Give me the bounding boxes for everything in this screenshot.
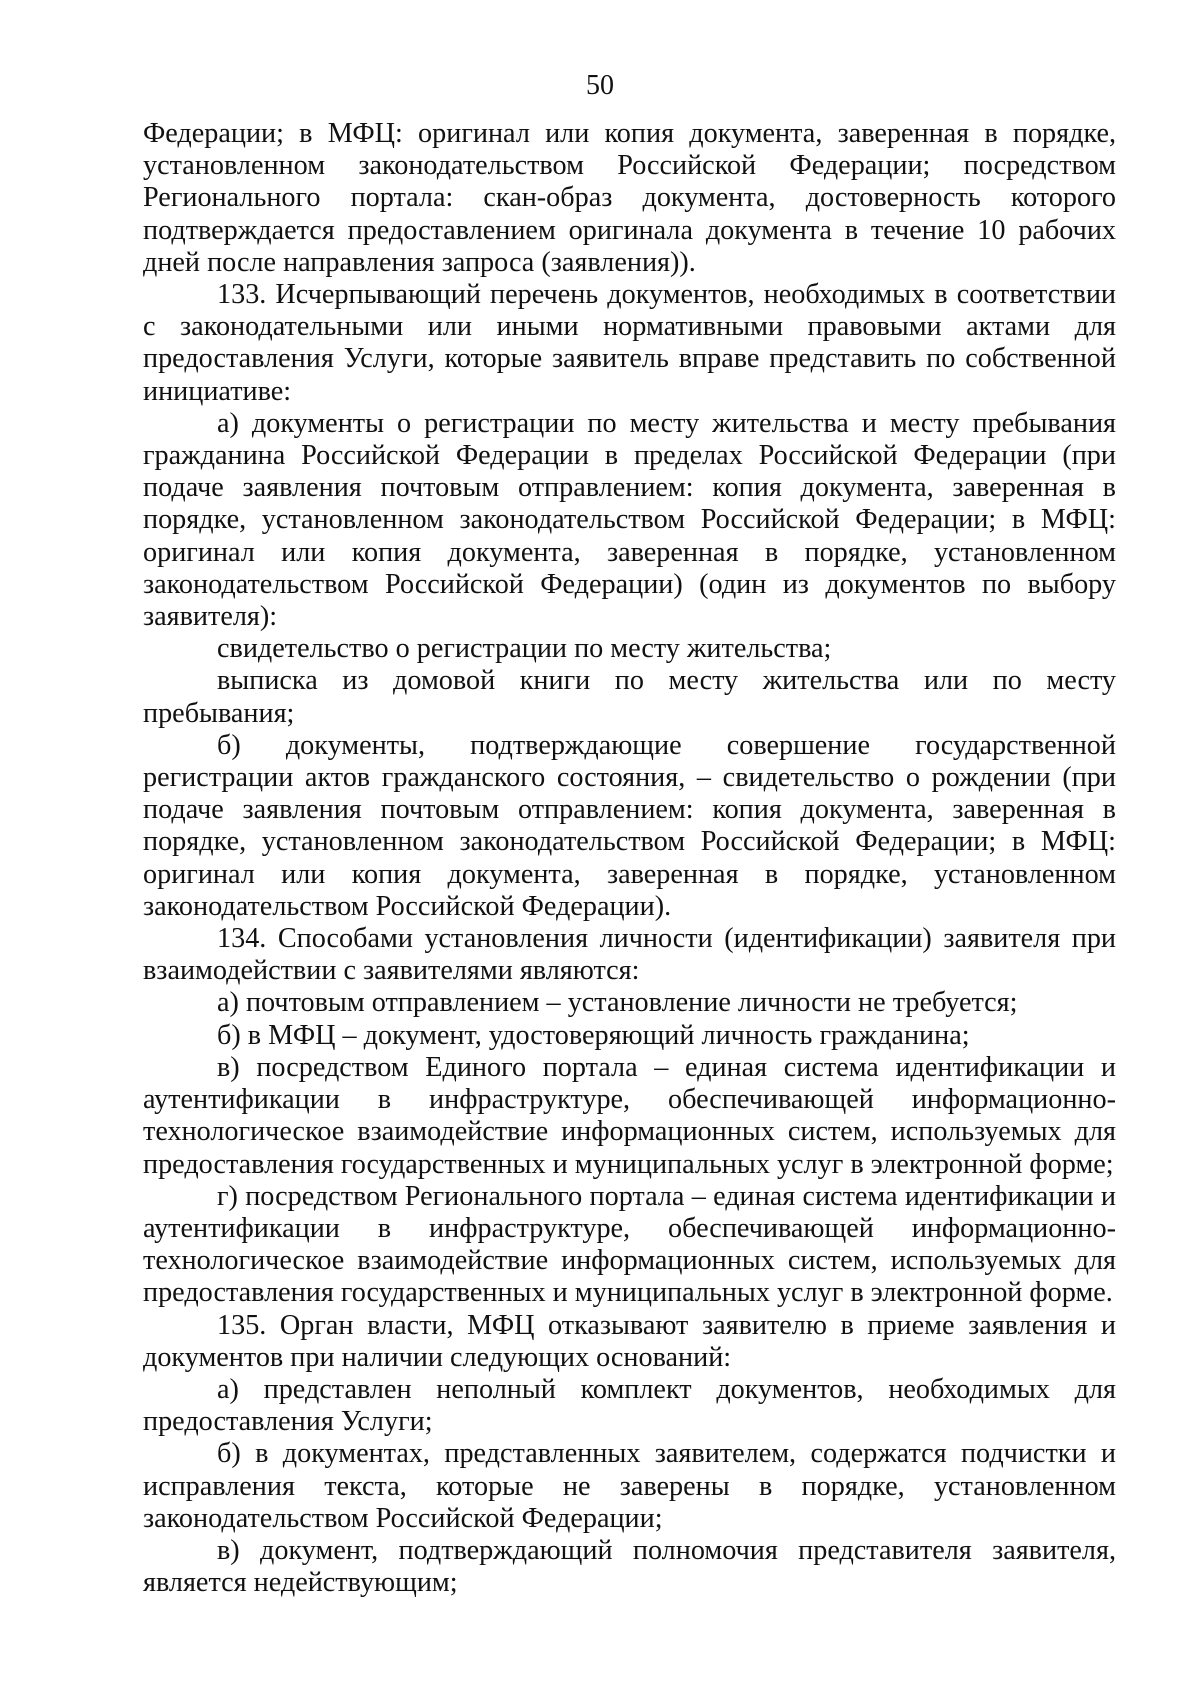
document-body [143, 118, 1116, 1599]
paragraph-134-a: а) почтовым отправлением – установление личности не требуется; [217, 987, 1018, 1019]
page-number: 50 [586, 70, 614, 101]
paragraph-135-v: в) документ, подтверждающий полномочия представителя заявителя, является недействующим; [143, 1534, 1116, 1599]
paragraph-134-g: г) посредством Регионального портала – единая система идентификации и аутентификации в инфраструктуре, обеспечивающей информационно-технологическое взаимодействие информационных систем, используемых для предоставления государственных и муниципальных услуг в электронной форме. [143, 1180, 1116, 1309]
paragraph-133-a-item-1: свидетельство о регистрации по месту жительства; [217, 633, 832, 665]
paragraph-133: 133. Исчерпывающий перечень документов, необходимых в соответствии с законодательными или иными нормативными правовыми актами для предоставления Услуги, которые заявитель вправе представить по собственной инициативе: [143, 279, 1116, 407]
paragraph-135-a: а) представлен неполный комплект документов, необходимых для предоставления Услуги; [143, 1373, 1116, 1438]
paragraph-133-b: б) документы, подтверждающие совершение государственной регистрации актов гражданского состояния, – свидетельство о рождении (при подаче заявления почтовым отправлением: копия документа, заверенная в порядке, установленном законодательством Российской Федерации; в МФЦ: оригинал или копия документа, заверенная в порядке, установленном законодательством Российской Федерации). [143, 729, 1116, 922]
paragraph-134: 134. Способами установления личности (идентификации) заявителя при взаимодействии с заявителями являются: [143, 923, 1116, 987]
paragraph-133-a: а) документы о регистрации по месту жительства и месту пребывания гражданина Российской Федерации в пределах Российской Федерации (при подаче заявления почтовым отправлением: копия документа, заверенная в порядке, установленном законодательством Российской Федерации; в МФЦ: оригинал или копия документа, заверенная в порядке, установленном законодательством Российской Федерации) (один из документов по выбору заявителя): [143, 407, 1116, 633]
paragraph-135: 135. Орган власти, МФЦ отказывают заявителю в приеме заявления и документов при наличии следующих оснований: [143, 1309, 1116, 1373]
paragraph-133-a-item-2: выписка из домовой книги по месту жительства или по месту пребывания; [143, 665, 1116, 729]
paragraph-134-b: б) в МФЦ – документ, удостоверяющий личность гражданина; [217, 1019, 970, 1051]
paragraph-continuation: Федерации; в МФЦ: оригинал или копия документа, заверенная в порядке, установленном законодательством Российской Федерации; посредством Регионального портала: скан-образ документа, достоверность которого подтверждается предоставлением оригинала документа в течение 10 рабочих дней после направления запроса (заявления)). [143, 118, 1116, 278]
paragraph-135-b: б) в документах, представленных заявителем, содержатся подчистки и исправления текста, которые не заверены в порядке, установленном законодательством Российской Федерации; [143, 1438, 1116, 1534]
paragraph-134-v: в) посредством Единого портала – единая система идентификации и аутентификации в инфраструктуре, обеспечивающей информационно-технологическое взаимодействие информационных систем, используемых для предоставления государственных и муниципальных услуг в электронной форме; [143, 1051, 1116, 1180]
